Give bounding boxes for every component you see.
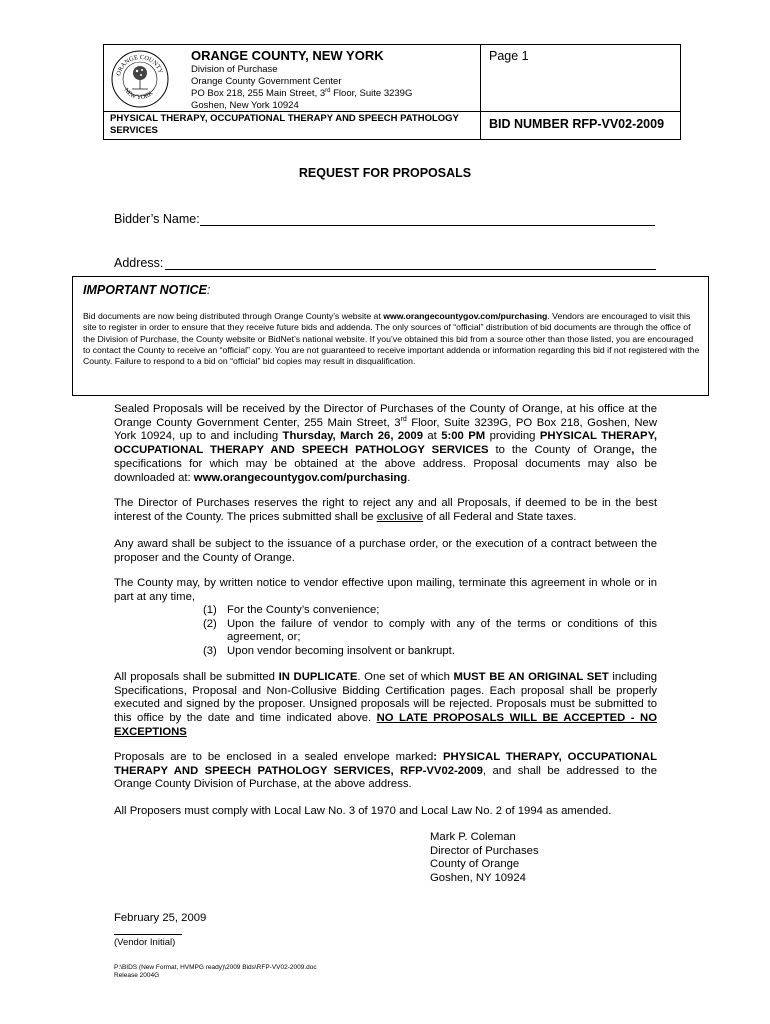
header-divider-horizontal xyxy=(104,111,680,112)
division-name: Division of Purchase xyxy=(191,64,278,75)
county-title: ORANGE COUNTY, NEW YORK xyxy=(191,48,384,63)
paragraph-sealed-proposals: Sealed Proposals will be received by the Director of Purchases of the County of Orange, at his office at the Orange County Government Center, 255 Main Street, 3rd Floor, Suite 3239G, PO Box 218, Goshen, New York 10924, up to and including Thursday, March 26, 2009 at 5:00 PM providing PHYSICAL THERAPY, OCCUPATIONAL THERAPY AND SPEECH PATHOLOGY SERVICES to the County of Orange, the specifications for which may be obtained at the above address. Proposal documents may also be downloaded at: www.orangecountygov.com/purchasing. xyxy=(114,403,657,484)
county-seal xyxy=(110,49,170,109)
list-item: (3) Upon vendor becoming insolvent or bankrupt. xyxy=(203,645,455,658)
header-divider-vertical xyxy=(480,45,481,139)
paragraph-envelope: Proposals are to be enclosed in a sealed envelope marked: PHYSICAL THERAPY, OCCUPATIONAL THERAPY AND SPEECH PATHOLOGY SERVICES, RFP-VV02-2009, and shall be addressed to the Orange County Division of Purchase, at the above address. xyxy=(114,751,657,791)
paragraph-duplicate: All proposals shall be submitted IN DUPLICATE. One set of which MUST BE AN ORIGINAL SET including Specifications, Proposal and Non-Collusive Bidding Certification pages. Each proposal shall be properly executed and signed by the proposer. Unsigned proposals will be rejected. Proposals must be submitted to this office by the date and time indicated above. NO LATE PROPOSALS WILL BE ACCEPTED - NO EXCEPTIONS xyxy=(114,671,657,738)
list-item: (2) Upon the failure of vendor to comply with any of the terms or conditions of this agreement, or; xyxy=(203,617,657,644)
services-title: PHYSICAL THERAPY, OCCUPATIONAL THERAPY AND SPEECH PATHOLOGY SERVICES xyxy=(110,113,459,136)
paragraph-termination: The County may, by written notice to vendor effective upon mailing, terminate this agreement in whole or in part at any time, xyxy=(114,577,657,603)
page-number: Page 1 xyxy=(489,49,529,63)
termination-list xyxy=(203,604,657,659)
paragraph-award: Any award shall be subject to the issuance of a purchase order, or the execution of a contract between the proposer and the County of Orange. xyxy=(114,538,657,564)
svg-text:ORANGE COUNTY: ORANGE COUNTY xyxy=(115,53,165,77)
paragraph-local-law: All Proposers must comply with Local Law No. 3 of 1970 and Local Law No. 2 of 1994 as amended. xyxy=(114,805,612,817)
signer-name: Mark P. Coleman xyxy=(430,831,516,843)
list-item: (1) For the County’s convenience; xyxy=(203,604,380,616)
city-line: Goshen, New York 10924 xyxy=(191,100,299,111)
address-line[interactable] xyxy=(165,269,656,270)
download-website-link[interactable]: www.orangecountygov.com/purchasing xyxy=(193,471,408,484)
signature-block xyxy=(430,831,539,886)
svg-text:NEW YORK: NEW YORK xyxy=(122,86,155,102)
vendor-initial-label: (Vendor Initial) xyxy=(114,937,176,948)
bidder-name-line[interactable] xyxy=(200,225,655,226)
footer-release: Release 2004G xyxy=(114,972,160,979)
document-date: February 25, 2009 xyxy=(114,912,207,924)
rfp-title: REQUEST FOR PROPOSALS xyxy=(298,166,472,180)
notice-website-link[interactable]: www.orangecountygov.com/purchasing xyxy=(383,311,548,321)
bidder-name-label: Bidder’s Name: xyxy=(114,212,200,226)
notice-body: Bid documents are now being distributed through Orange County’s website at www.orangecountygov.com/purchasing. Vendors are encouraged to visit this site to register in order to ensure that they receive future bids and addenda. The only sources of “official” distribution of bid documents are through the office of the Division of Purchase, the County website or BidNet’s national website. If you’ve obtained this bid from a source other than those listed, you are encouraged to contact the County to receive an “official” copy. You are not guaranteed to receive important addenda or information regarding this bid if not registered with the County. Failure to respond to a bid on “official” bid copies may result in disqualification. xyxy=(83,311,700,367)
header-box xyxy=(103,44,681,140)
government-center: Orange County Government Center xyxy=(191,76,342,87)
paragraph-reject-rights: The Director of Purchases reserves the right to reject any and all Proposals, if deemed to be in the best interest of the County. The prices submitted shall be exclusive of all Federal and State taxes. xyxy=(114,497,657,523)
signer-organization: County of Orange xyxy=(430,858,520,871)
footer-file-path: P:\BIDS (New Format, HVMPG ready)\2009 Bids\RFP-VV02-2009.doc xyxy=(114,964,317,971)
mailing-address: PO Box 218, 255 Main Street, 3rd Floor, Suite 3239G xyxy=(191,88,413,100)
address-label: Address: xyxy=(114,256,164,270)
signer-city: Goshen, NY 10924 xyxy=(430,872,526,885)
important-notice-box xyxy=(72,276,709,396)
signer-title: Director of Purchases xyxy=(430,844,539,857)
vendor-initial-line[interactable] xyxy=(114,934,182,935)
notice-title: IMPORTANT NOTICE: xyxy=(83,283,211,297)
bid-number: BID NUMBER RFP-VV02-2009 xyxy=(489,117,665,131)
